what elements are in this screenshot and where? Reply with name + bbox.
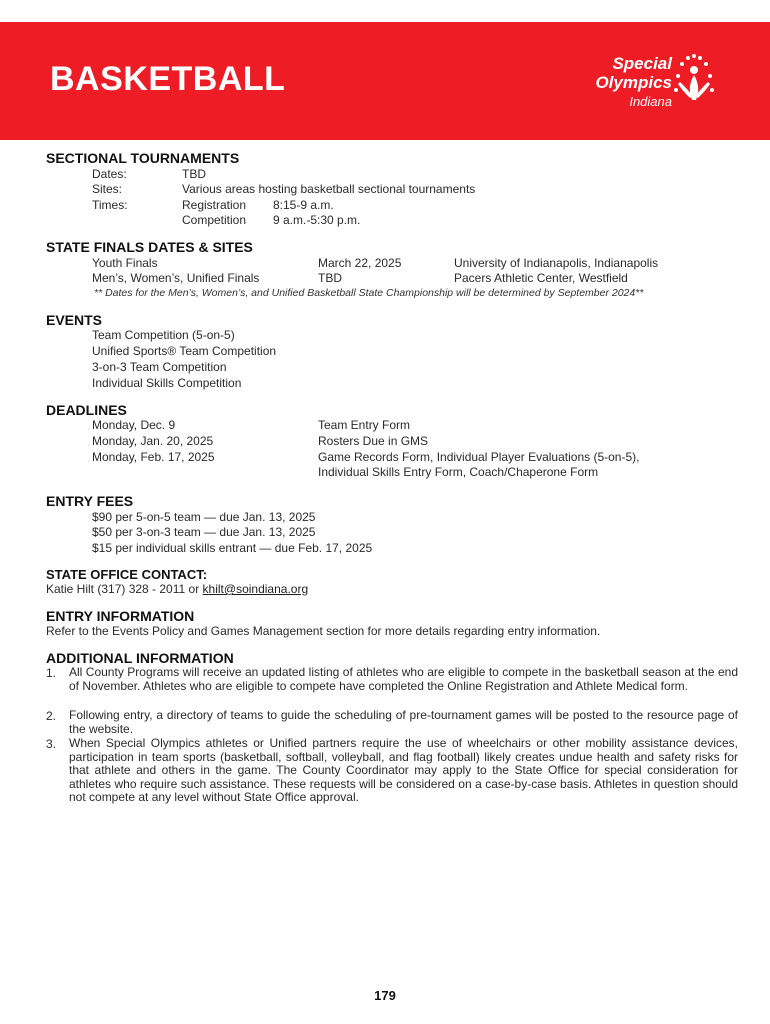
event-item: Unified Sports® Team Competition: [92, 344, 277, 358]
times-label: Times:: [92, 198, 128, 212]
fee-item: $15 per individual skills entrant — due Feb. 17, 2025: [92, 541, 373, 555]
contact-text: Katie Hilt (317) 328 - 2011 or: [46, 582, 200, 596]
finals-date: March 22, 2025: [318, 256, 402, 270]
sites-value: Various areas hosting basketball sectional tournaments: [182, 182, 476, 196]
deadline-item: Team Entry Form: [318, 418, 411, 432]
finals-event: Youth Finals: [92, 256, 158, 270]
list-item: All County Programs will receive an updated listing of athletes who are eligible to compete in the basketball season at the end of November. Athletes who are eligible to compete have completed the Online Registration and Athlete Medical form.: [69, 665, 738, 693]
list-number: 2.: [46, 709, 57, 723]
fee-item: $50 per 3-on-3 team — due Jan. 13, 2025: [92, 525, 316, 539]
state-finals-heading: STATE FINALS DATES & SITES: [46, 239, 253, 255]
sectional-heading: SECTIONAL TOURNAMENTS: [46, 150, 240, 166]
deadline-date: Monday, Dec. 9: [92, 418, 176, 432]
additional-heading: ADDITIONAL INFORMATION: [46, 650, 234, 666]
deadline-item: Game Records Form, Individual Player Evaluations (5-on-5),: [318, 450, 640, 464]
list-number: 3.: [46, 737, 57, 751]
deadline-date: Monday, Feb. 17, 2025: [92, 450, 215, 464]
event-item: 3-on-3 Team Competition: [92, 360, 227, 374]
finals-date: TBD: [318, 271, 342, 285]
contact-line: [46, 582, 308, 596]
entry-info-heading: ENTRY INFORMATION: [46, 608, 195, 624]
list-number: 1.: [46, 666, 57, 680]
fee-item: $90 per 5-on-5 team — due Jan. 13, 2025: [92, 510, 316, 524]
logo-text-line2: Olympics: [595, 73, 672, 92]
event-item: Team Competition (5-on-5): [92, 328, 235, 342]
registration-label: Registration: [182, 198, 247, 212]
dates-value: TBD: [182, 167, 206, 181]
registration-time: 8:15-9 a.m.: [273, 198, 334, 212]
logo-text-line3: Indiana: [629, 94, 672, 109]
header-banner: [0, 22, 770, 140]
finals-note: ** Dates for the Men’s, Women’s, and Unified Basketball State Championship will be determined by September 2024**: [94, 287, 644, 299]
dates-label: Dates:: [92, 167, 127, 181]
finals-event: Men’s, Women’s, Unified Finals: [92, 271, 260, 285]
competition-label: Competition: [182, 213, 247, 227]
finals-site: University of Indianapolis, Indianapolis: [454, 256, 659, 270]
finals-site: Pacers Athletic Center, Westfield: [454, 271, 628, 285]
contact-email-link[interactable]: khilt@soindiana.org: [202, 582, 309, 596]
entry-fees-heading: ENTRY FEES: [46, 493, 134, 509]
page-title: BASKETBALL: [50, 60, 286, 98]
contact-heading: STATE OFFICE CONTACT:: [46, 567, 208, 582]
logo-text-line1: Special: [612, 54, 672, 73]
list-item: Following entry, a directory of teams to guide the scheduling of pre-tournament games will be posted to the resource page of the website.: [69, 708, 738, 736]
page-number: 179: [374, 988, 396, 1003]
competition-time: 9 a.m.-5:30 p.m.: [273, 213, 361, 227]
deadline-item-continued: Individual Skills Entry Form, Coach/Chaperone Form: [318, 465, 599, 479]
special-olympics-emblem-icon: [670, 52, 718, 112]
entry-info-text: Refer to the Events Policy and Games Management section for more details regarding entry information.: [46, 624, 601, 638]
events-heading: EVENTS: [46, 312, 103, 328]
special-olympics-logo: [560, 52, 760, 136]
list-item: When Special Olympics athletes or Unified partners require the use of wheelchairs or other mobility assistance devices, participation in team sports (basketball, softball, volleyball, and flag football) likely creates undue health and safety risks for that athlete and others in the game. The County Coordinator may apply to the State Office for special consideration for athletes who require such assistance. These requests will be considered on a case-by-case basis. Athletes in question should not compete at any level without State Office approval.: [69, 736, 738, 804]
sites-label: Sites:: [92, 182, 123, 196]
top-margin: [0, 0, 770, 22]
event-item: Individual Skills Competition: [92, 376, 242, 390]
deadlines-heading: DEADLINES: [46, 402, 127, 418]
deadline-item: Rosters Due in GMS: [318, 434, 429, 448]
deadline-date: Monday, Jan. 20, 2025: [92, 434, 214, 448]
